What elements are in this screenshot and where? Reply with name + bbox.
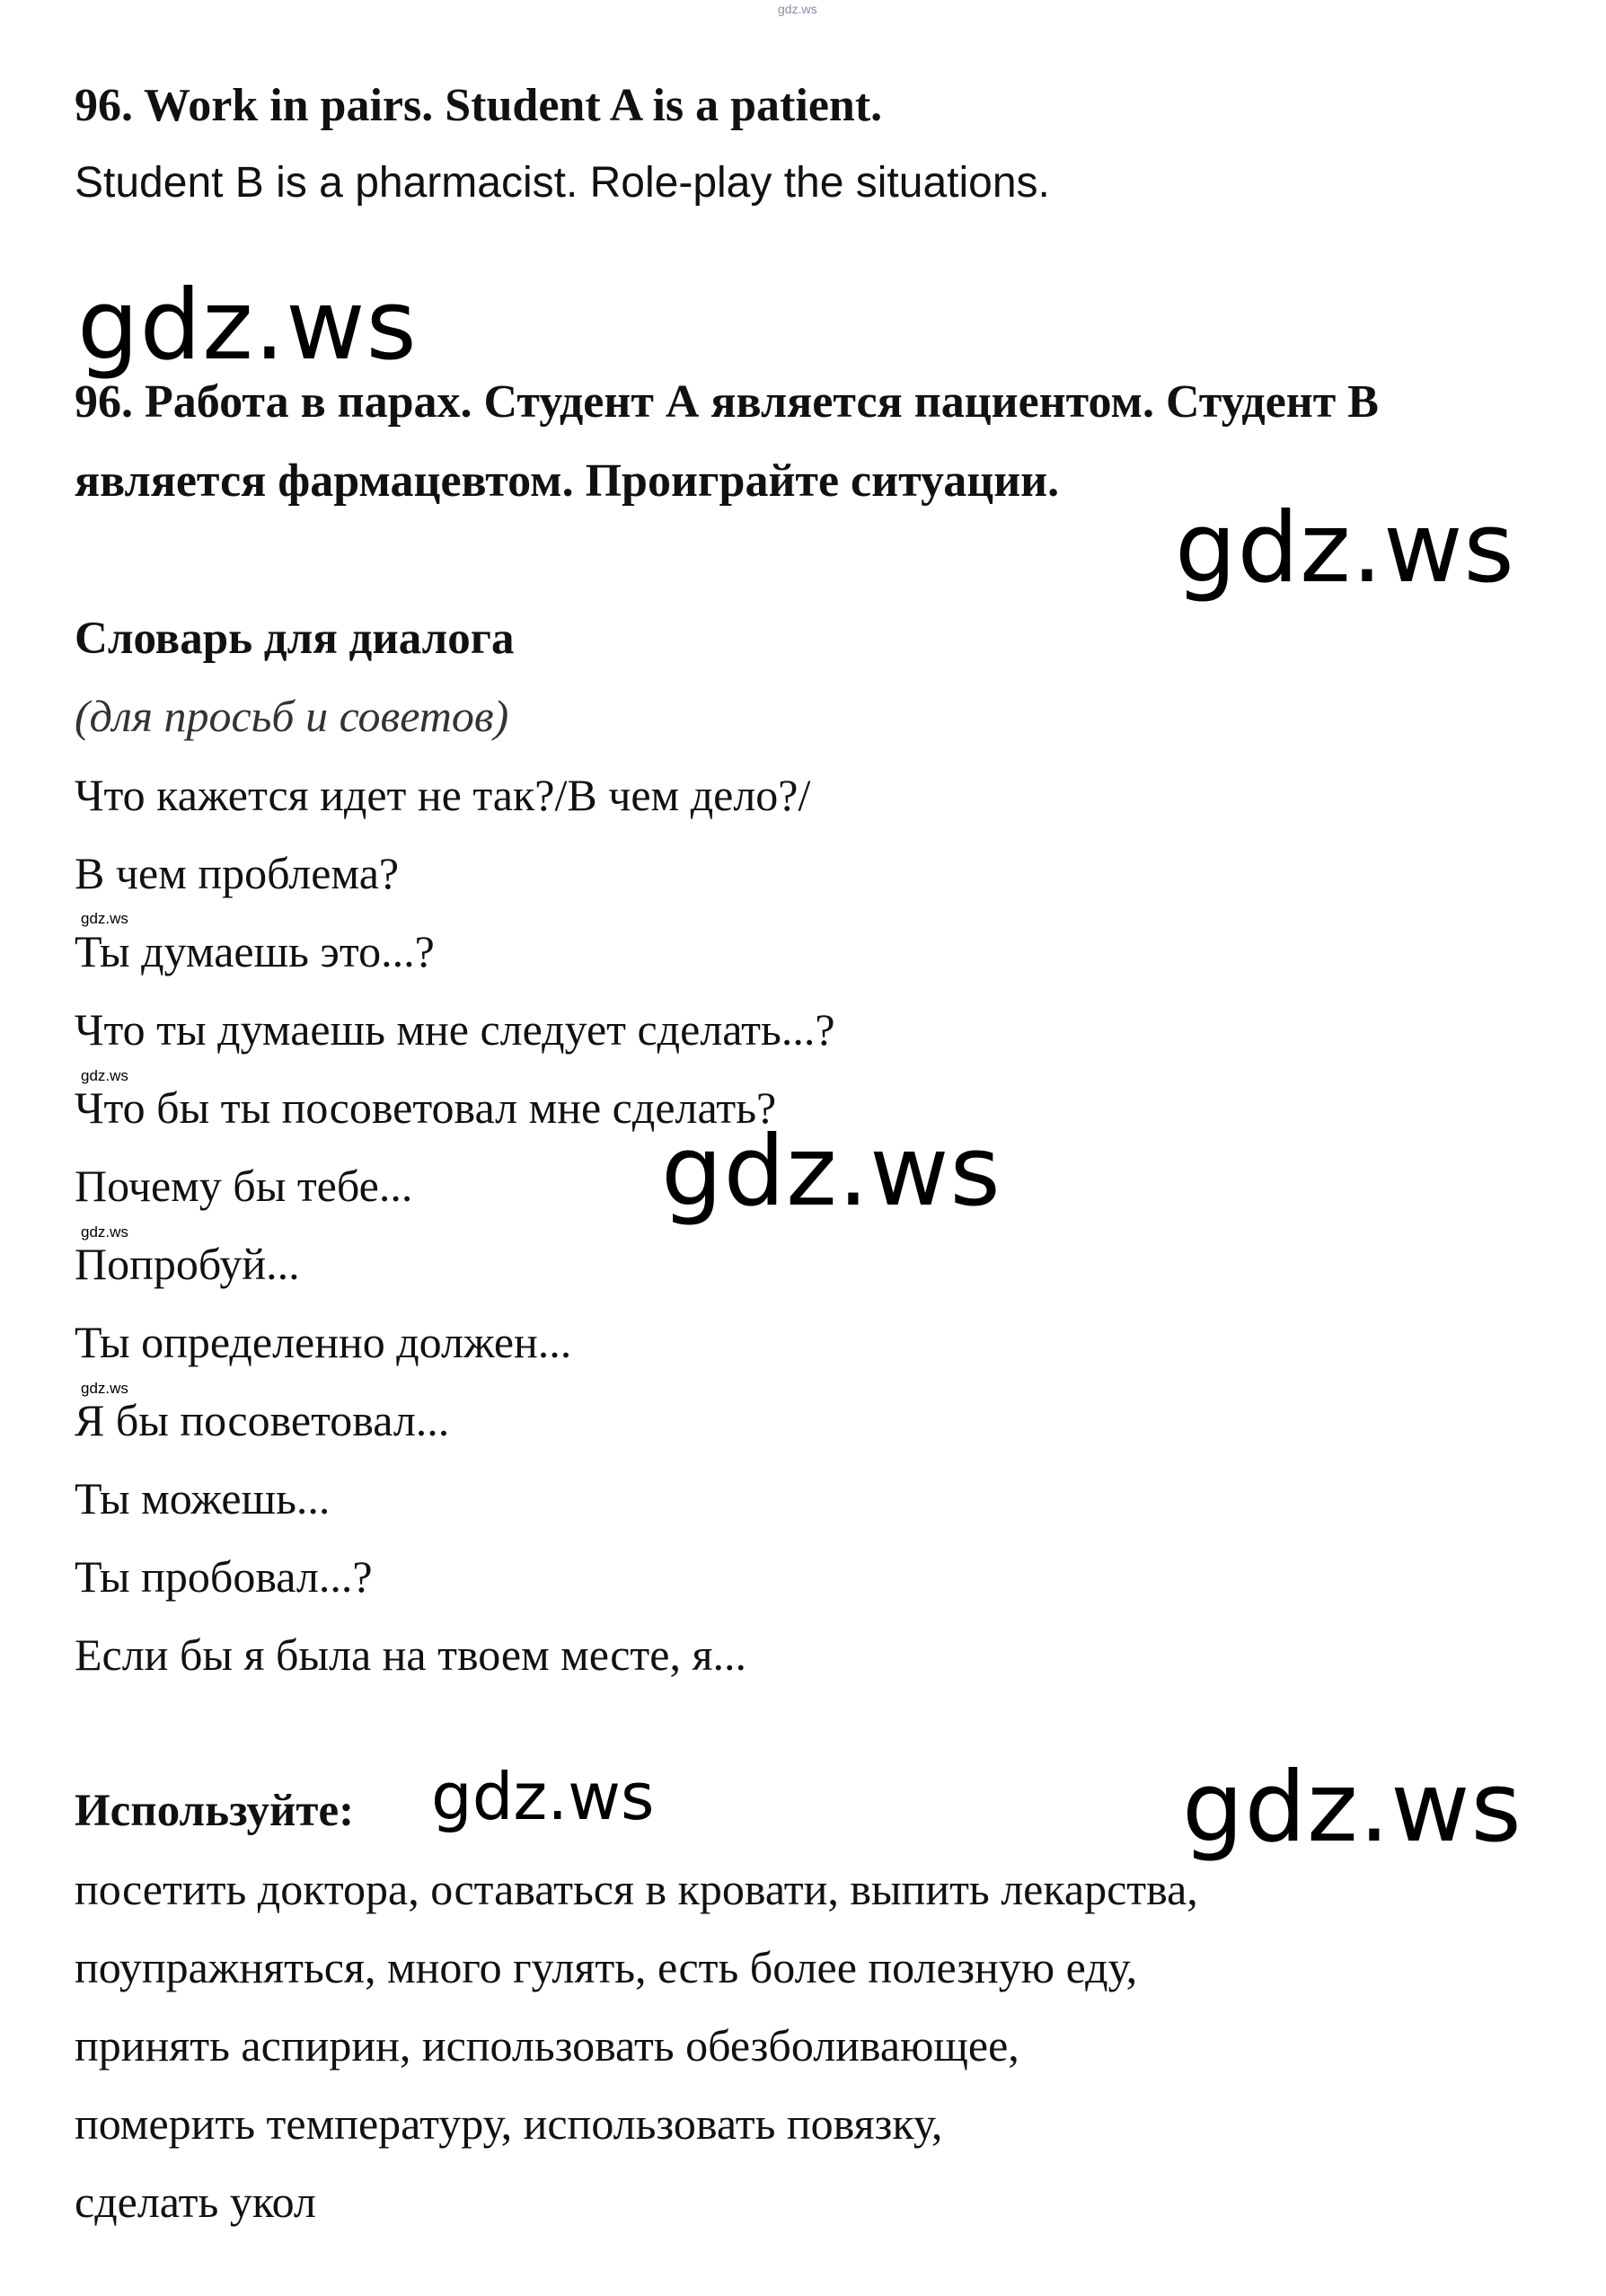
- vocabulary-phrase: Если бы я была на твоем месте, я...: [75, 1629, 746, 1680]
- use-section-line: поупражняться, много гулять, есть более полезную еду,: [75, 1942, 1138, 1992]
- exercise-heading-ru-line1: 96. Работа в парах. Студент А является пациентом. Студент В: [75, 376, 1379, 428]
- use-section-line: посетить доктора, оставаться в кровати, выпить лекарства,: [75, 1864, 1198, 1914]
- watermark-small-3: gdz.ws: [81, 1223, 128, 1241]
- watermark-large-4: gdz.ws: [1182, 1752, 1522, 1864]
- watermark-large-3: gdz.ws: [661, 1116, 1002, 1228]
- watermark-small-1: gdz.ws: [81, 910, 128, 927]
- vocabulary-subtitle: (для просьб и советов): [75, 691, 509, 741]
- vocabulary-phrase: Ты определенно должен...: [75, 1317, 572, 1367]
- watermark-large-2: gdz.ws: [1175, 492, 1515, 605]
- use-section-line: сделать укол: [75, 2177, 316, 2227]
- use-section-line: принять аспирин, использовать обезболивающее,: [75, 2020, 1019, 2071]
- vocabulary-phrase: Что ты думаешь мне следует сделать...?: [75, 1004, 835, 1055]
- exercise-subtext-en: Student B is a pharmacist. Role-play the situations.: [75, 159, 1050, 207]
- vocabulary-phrase: Почему бы тебе...: [75, 1161, 413, 1211]
- vocabulary-phrase: Попробуй...: [75, 1239, 300, 1289]
- vocabulary-phrase: Ты можешь...: [75, 1473, 331, 1523]
- vocabulary-phrase: Что бы ты посоветовал мне сделать?: [75, 1082, 777, 1133]
- use-section-line: померить температуру, использовать повязку,: [75, 2098, 943, 2149]
- vocabulary-phrase: Ты пробовал...?: [75, 1551, 373, 1602]
- watermark-medium: gdz.ws: [431, 1759, 655, 1834]
- watermark-small-4: gdz.ws: [81, 1380, 128, 1397]
- exercise-heading-ru-line2: является фармацевтом. Проиграйте ситуации.: [75, 455, 1060, 507]
- exercise-heading-en: 96. Work in pairs. Student A is a patient.: [75, 80, 883, 131]
- vocabulary-phrase: Ты думаешь это...?: [75, 926, 435, 976]
- watermark-small-2: gdz.ws: [81, 1067, 128, 1084]
- vocabulary-phrase: Что кажется идет не так?/В чем дело?/: [75, 770, 811, 820]
- use-section-label: Используйте:: [75, 1786, 355, 1836]
- watermark-top: gdz.ws: [778, 2, 817, 16]
- vocabulary-phrase: В чем проблема?: [75, 848, 400, 898]
- vocabulary-phrase: Я бы посоветовал...: [75, 1395, 450, 1445]
- watermark-large-1: gdz.ws: [77, 269, 418, 382]
- vocabulary-title: Словарь для диалога: [75, 614, 515, 664]
